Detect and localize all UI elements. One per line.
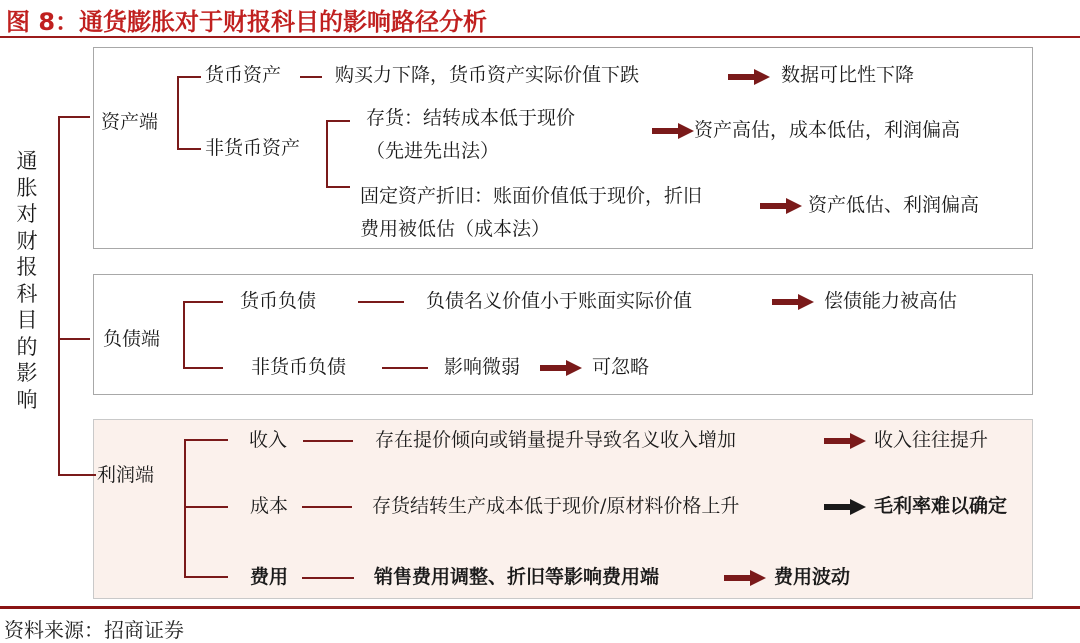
- asset-bracket-bottom: [177, 148, 201, 150]
- root-label: [14, 148, 40, 413]
- connector: [303, 440, 353, 442]
- root-char: 响: [16, 387, 38, 412]
- revenue-desc: 存在提价倾向或销量提升导致名义收入增加: [375, 429, 737, 451]
- root-char: 对: [16, 202, 38, 226]
- root-char: 报: [16, 255, 38, 279]
- cost-label: 成本: [250, 495, 289, 517]
- fixed-asset-desc: 固定资产折旧：账面价值低于现价，折旧: [360, 185, 703, 207]
- root-bracket-vertical: [58, 116, 60, 476]
- figure-title: 图 8：通货膨胀对于财报科目的影响路径分析: [6, 8, 488, 36]
- revenue-label: 收入: [249, 429, 288, 451]
- asset-label: 资产端: [101, 111, 159, 133]
- liability-bracket-top: [183, 301, 223, 303]
- title-rule: [0, 36, 1080, 38]
- root-bracket-top: [58, 116, 90, 118]
- arrow-icon: [652, 123, 694, 139]
- source-note: 资料来源：招商证券: [4, 618, 184, 642]
- asset-bracket-top: [177, 76, 201, 78]
- fixed-asset-result: 资产低估、利润偏高: [808, 194, 980, 216]
- profit-bracket-vertical: [184, 439, 186, 578]
- profit-bracket-top: [184, 439, 228, 441]
- root-char: 胀: [16, 175, 38, 200]
- root-bracket-mid: [58, 338, 90, 340]
- monetary-liability-result: 偿债能力被高估: [824, 290, 958, 312]
- arrow-icon: [540, 360, 582, 376]
- expense-result: 费用波动: [774, 566, 851, 588]
- arrow-icon: [728, 69, 770, 85]
- monetary-asset-result: 数据可比性下降: [781, 64, 915, 86]
- arrow-icon: [724, 570, 766, 586]
- root-char: 的: [16, 334, 38, 359]
- inventory-desc: 存货：结转成本低于现价: [366, 107, 576, 129]
- monetary-liability-label: 货币负债: [240, 290, 317, 312]
- revenue-result: 收入往往提升: [874, 429, 989, 451]
- root-char: 目: [16, 308, 38, 332]
- profit-bracket-mid: [184, 506, 228, 508]
- root-char: 财: [16, 228, 38, 253]
- non-monetary-liability-result: 可忽略: [592, 356, 650, 378]
- monetary-asset-label: 货币资产: [205, 64, 282, 86]
- non-monetary-liability-desc: 影响微弱: [444, 356, 521, 378]
- non-monetary-bracket-top: [326, 120, 350, 122]
- arrow-icon: [824, 499, 866, 515]
- connector: [358, 301, 404, 303]
- cost-desc: 存货结转生产成本低于现价/原材料价格上升: [372, 495, 740, 517]
- profit-label: 利润端: [97, 464, 155, 486]
- profit-bracket-bottom: [184, 576, 228, 578]
- arrow-icon: [772, 294, 814, 310]
- connector: [382, 367, 428, 369]
- liability-bracket-bottom: [183, 367, 223, 369]
- monetary-asset-desc: 购买力下降，货币资产实际价值下跌: [335, 64, 640, 86]
- root-char: 影: [16, 361, 38, 385]
- monetary-liability-desc: 负债名义价值小于账面实际价值: [426, 290, 693, 312]
- bottom-rule: [0, 606, 1080, 609]
- connector: [302, 506, 352, 508]
- non-monetary-bracket-vertical: [326, 120, 328, 188]
- root-char: 科: [16, 281, 38, 306]
- non-monetary-liability-label: 非货币负债: [251, 356, 347, 378]
- arrow-icon: [760, 198, 802, 214]
- expense-desc: 销售费用调整、折旧等影响费用端: [374, 566, 660, 588]
- non-monetary-asset-label: 非货币资产: [205, 137, 301, 159]
- fixed-asset-desc-cont: 费用被低估（成本法）: [360, 218, 551, 240]
- inventory-result: 资产高估，成本低估，利润偏高: [694, 119, 961, 141]
- expense-label: 费用: [250, 566, 289, 588]
- connector: [302, 577, 354, 579]
- liability-label: 负债端: [103, 328, 161, 350]
- connector: [300, 76, 322, 78]
- inventory-method: （先进先出法）: [366, 140, 500, 162]
- cost-result: 毛利率难以确定: [874, 495, 1008, 517]
- root-char: 通: [16, 149, 38, 173]
- root-bracket-bottom: [58, 474, 96, 476]
- arrow-icon: [824, 433, 866, 449]
- non-monetary-bracket-bottom: [326, 186, 350, 188]
- asset-bracket-vertical: [177, 76, 179, 150]
- liability-bracket-vertical: [183, 301, 185, 369]
